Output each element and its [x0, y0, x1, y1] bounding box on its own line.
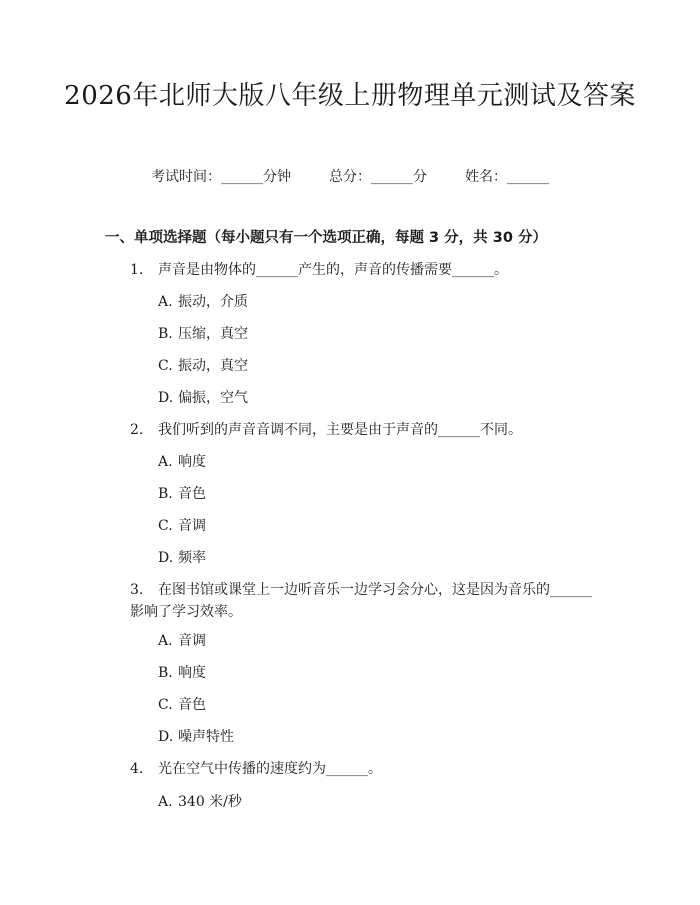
option-letter: D.: [158, 390, 174, 406]
option-text: 音调: [178, 633, 206, 649]
question-text: 我们听到的声音音调不同，主要是由于声音的______不同。: [158, 422, 522, 438]
question-1-option-a: [158, 291, 248, 313]
option-text: 音色: [178, 697, 206, 713]
question-number: 2.: [130, 422, 144, 438]
option-text: 响度: [178, 665, 206, 681]
option-text: 噪声特性: [178, 729, 234, 745]
question-1: [130, 259, 600, 281]
option-text: 压缩，真空: [178, 326, 248, 342]
question-2-option-c: [158, 515, 206, 537]
option-letter: D.: [158, 550, 174, 566]
question-2-option-b: [158, 483, 206, 505]
question-number: 4.: [130, 761, 144, 777]
option-text: 振动，介质: [178, 294, 248, 310]
page-title: 2026年北师大版八年级上册物理单元测试及答案: [64, 81, 636, 111]
question-1-option-c: [158, 355, 248, 377]
option-letter: A.: [158, 294, 173, 310]
exam-meta: [0, 167, 700, 187]
exam-time: 考试时间：______分钟: [151, 169, 291, 185]
question-4: [130, 758, 600, 780]
option-text: 频率: [178, 550, 206, 566]
option-text: 响度: [178, 454, 206, 470]
question-number: 3.: [130, 582, 144, 598]
section-heading-single-choice: 一、单项选择题（每小题只有一个选项正确，每题 3 分，共 30 分）: [105, 230, 547, 246]
option-letter: B.: [158, 326, 173, 342]
option-letter: A.: [158, 794, 173, 810]
option-text: 音色: [178, 486, 206, 502]
option-letter: C.: [158, 358, 173, 374]
option-letter: B.: [158, 486, 173, 502]
exam-total-score: 总分：______分: [329, 169, 427, 185]
question-text: 光在空气中传播的速度约为______。: [158, 761, 382, 777]
question-3-option-c: [158, 694, 206, 716]
question-1-option-d: [158, 387, 248, 409]
question-text: 声音是由物体的______产生的，声音的传播需要______。: [158, 262, 508, 278]
question-2-option-d: [158, 547, 206, 569]
question-2-option-a: [158, 451, 206, 473]
question-2: [130, 419, 600, 441]
option-text: 音调: [178, 518, 206, 534]
option-letter: D.: [158, 729, 174, 745]
question-3-option-d: [158, 726, 234, 748]
question-3-option-a: [158, 630, 206, 652]
question-4-option-a: [158, 791, 242, 813]
question-text: 在图书馆或课堂上一边听音乐一边学习会分心，这是因为音乐的______影响了学习效率。: [130, 582, 592, 620]
question-3-option-b: [158, 662, 206, 684]
option-letter: C.: [158, 697, 173, 713]
option-letter: A.: [158, 633, 173, 649]
option-text: 340 米/秒: [178, 794, 242, 810]
option-letter: A.: [158, 454, 173, 470]
student-name: 姓名：______: [465, 169, 549, 185]
question-3: [130, 579, 600, 623]
option-letter: B.: [158, 665, 173, 681]
option-text: 振动，真空: [178, 358, 248, 374]
option-letter: C.: [158, 518, 173, 534]
question-1-option-b: [158, 323, 248, 345]
question-number: 1.: [130, 262, 144, 278]
option-text: 偏振，空气: [178, 390, 248, 406]
